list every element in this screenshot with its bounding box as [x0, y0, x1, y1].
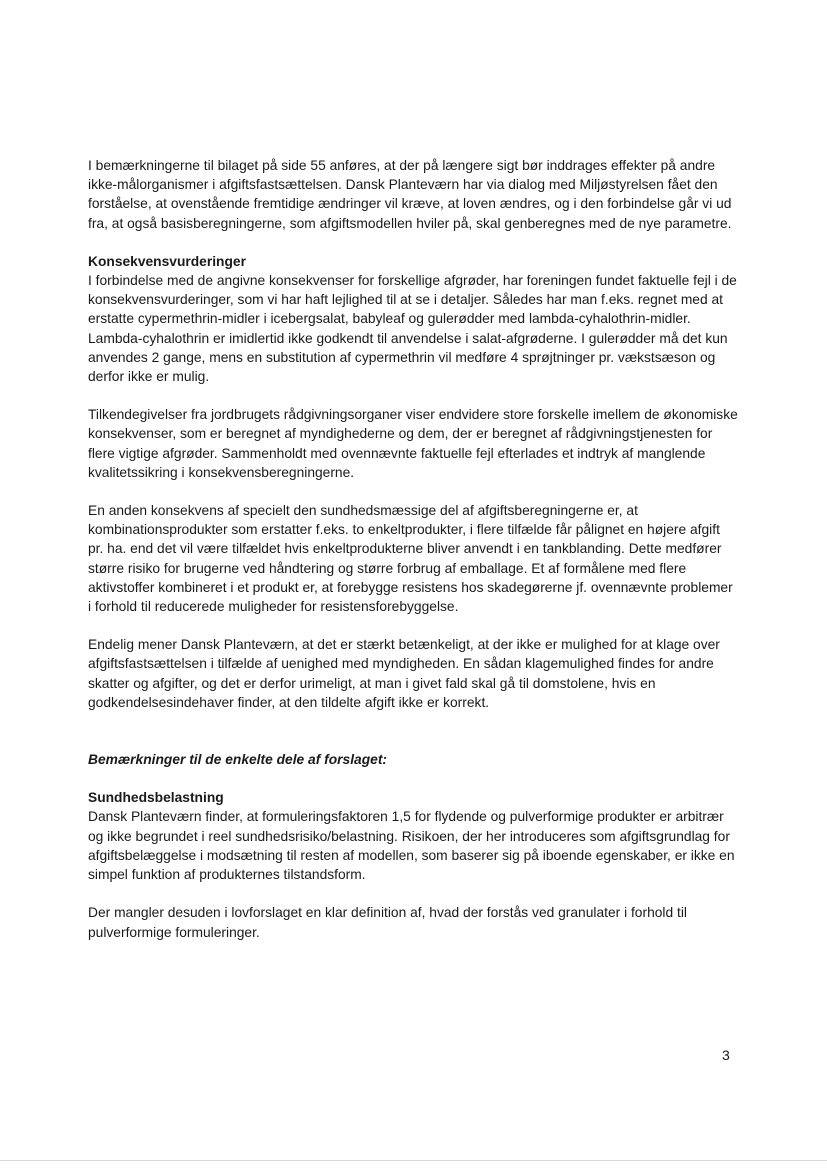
sundhed-paragraph-2: Der mangler desuden i lovforslaget en klar definition af, hvad der forstås ved granulater i forhold til pulverformige formuleringer. — [88, 905, 687, 940]
konsekvens-paragraph-4: Endelig mener Dansk Planteværn, at det er stærkt betænkeligt, at der ikke er mulighed for at klage over afgiftsfastsættelsen i tilfælde af uenighed med myndigheden. En sådan klagemulighed findes for andre skatter og afgifter, og det er derfor urimeligt, at man i givet fald skal gå til domstolene, hvis en godkendelsesindehaver finder, at den tildelte afgift ikke er korrekt. — [88, 637, 720, 710]
konsekvens-paragraph-3: En anden konsekvens af specielt den sundhedsmæssige del af afgiftsberegningerne er, at kombinationsprodukter som erstatter f.eks. to enkeltprodukter, i flere tilfælde får pålignet en højere afgift pr. ha. end det vil være tilfældet hvis enkeltprodukterne bliver anvendt i en tankblanding. Dette medfører større risiko for brugerne ved håndtering og større forbrug af emballage. Et af formålene med flere aktivstoffer kombineret i et produkt er, at forebygge resistens hos skadegørerne jf. ovennævnte problemer i forhold til reducerede muligheder for resistensforebyggelse. — [88, 503, 733, 615]
page-number: 3 — [722, 1047, 730, 1063]
section-title-bemaerkninger: Bemærkninger til de enkelte dele af forslaget: — [88, 752, 388, 768]
sundhed-paragraph-1: Dansk Planteværn finder, at formuleringsfaktoren 1,5 for flydende og pulverformige produkter er arbitrær og ikke begrundet i reel sundhedsrisiko/belastning. Risikoen, der her introduceres som afgiftsgrundlag for afgiftsbelæggelse i modsætning til resten af modellen, som baserer sig på iboende egenskaber, er ikke en simpel funktion af produkternes tilstandsform. — [88, 809, 735, 883]
intro-paragraph: I bemærkningerne til bilaget på side 55 anføres, at der på længere sigt bør inddrages effekter på andre ikke-målorganismer i afgiftsfastsættelsen. Dansk Planteværn har via dialog med Miljøstyrelsen fået den forståelse, at ovenstående fremtidige ændringer vil kræve, at loven ændres, og i den forbindelse går vi ud fra, at også basisberegningerne, som afgiftsmodellen hviler på, skal genberegnes med de nye parametre. — [88, 158, 732, 231]
heading-konsekvensvurderinger: Konsekvensvurderinger — [88, 253, 246, 269]
konsekvens-paragraph-2: Tilkendegivelser fra jordbrugets rådgivningsorganer viser endvidere store forskelle imellem de økonomiske konsekvenser, som er beregnet af myndighederne og dem, der er beregnet af rådgivningstjenesten for flere vigtige afgrøder. Sammenholdt med ovennævnte faktuelle fejl efterlades et indtryk af manglende kvalitetssikring i konsekvensberegningerne. — [88, 407, 738, 480]
heading-sundhedsbelastning: Sundhedsbelastning — [88, 790, 224, 806]
scan-edge-line — [0, 1160, 827, 1161]
document-body — [88, 156, 738, 942]
konsekvens-paragraph-1: I forbindelse med de angivne konsekvenser for forskellige afgrøder, har foreningen fundet faktuelle fejl i de konsekvensvurderinger, som vi har haft lejlighed til at se i detaljer. Således har man f.eks. regnet med at erstatte cypermethrin-midler i icebergsalat, babyleaf og gulerødder med lambda-cyhalothrin-midler. Lambda-cyhalothrin er imidlertid ikke godkendt til anvendelse i salat-afgrøderne. I gulerødder må det kun anvendes 2 gange, mens en substitution af cypermethrin vil medføre 4 sprøjtninger pr. vækstsæson og derfor ikke er mulig. — [88, 273, 737, 385]
